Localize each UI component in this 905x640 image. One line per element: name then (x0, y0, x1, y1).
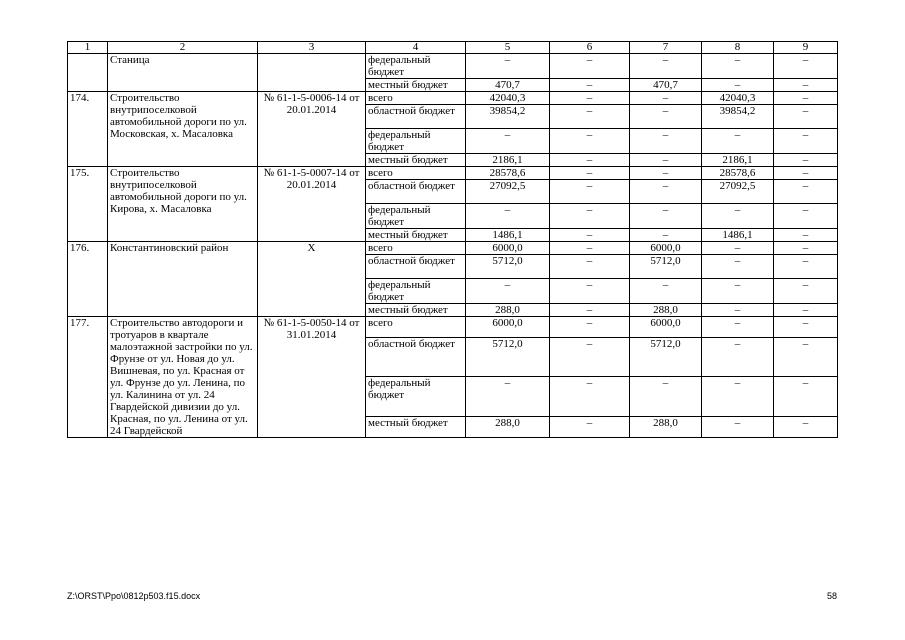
amount-cell: 27092,5 (702, 180, 774, 204)
table-body (68, 42, 838, 438)
amount-cell: – (550, 255, 630, 279)
amount-cell: – (774, 129, 838, 154)
document-cell: № 61-1-5-0006-14 от 20.01.2014 (258, 92, 366, 167)
amount-cell: – (466, 54, 550, 79)
funding-source-cell: федеральный бюджет (366, 54, 466, 79)
amount-cell: 2186,1 (466, 154, 550, 167)
funding-source-cell: федеральный бюджет (366, 204, 466, 229)
amount-cell: 6000,0 (630, 242, 702, 255)
amount-cell: – (550, 129, 630, 154)
funding-source-cell: федеральный бюджет (366, 279, 466, 304)
amount-cell: – (550, 54, 630, 79)
amount-cell: 5712,0 (466, 337, 550, 376)
amount-cell: – (630, 167, 702, 180)
amount-cell: – (774, 376, 838, 416)
amount-cell: – (774, 180, 838, 204)
amount-cell: 5712,0 (466, 255, 550, 279)
amount-cell: 28578,6 (702, 167, 774, 180)
document-cell (258, 54, 366, 92)
header-cell: 7 (630, 42, 702, 54)
table-row (68, 92, 838, 105)
header-cell: 4 (366, 42, 466, 54)
amount-cell: 288,0 (630, 304, 702, 317)
amount-cell: 6000,0 (630, 317, 702, 338)
amount-cell: – (466, 279, 550, 304)
amount-cell: 42040,3 (466, 92, 550, 105)
row-number-cell: 174. (68, 92, 108, 167)
amount-cell: – (550, 317, 630, 338)
funding-source-cell: всего (366, 167, 466, 180)
amount-cell: – (774, 154, 838, 167)
amount-cell: 470,7 (630, 79, 702, 92)
amount-cell: – (466, 204, 550, 229)
row-number-cell: 176. (68, 242, 108, 317)
amount-cell: – (774, 317, 838, 338)
amount-cell: – (702, 255, 774, 279)
amount-cell: – (550, 92, 630, 105)
amount-cell: – (774, 54, 838, 79)
header-cell: 3 (258, 42, 366, 54)
amount-cell: – (550, 376, 630, 416)
funding-source-cell: местный бюджет (366, 79, 466, 92)
amount-cell: 42040,3 (702, 92, 774, 105)
funding-source-cell: областной бюджет (366, 337, 466, 376)
amount-cell: – (774, 242, 838, 255)
amount-cell: – (774, 255, 838, 279)
amount-cell: – (774, 105, 838, 129)
amount-cell: – (466, 376, 550, 416)
amount-cell: – (466, 129, 550, 154)
amount-cell: 39854,2 (466, 105, 550, 129)
amount-cell: – (702, 317, 774, 338)
budget-table (67, 41, 838, 438)
amount-cell: – (774, 417, 838, 438)
object-name-cell: Строительство автодороги и тротуаров в квартале малоэтажной застройки по ул. Фрунзе от ул. Новая до ул. Вишневая, по ул. Красная от ул. Фрунзе до ул. Ленина, по ул. Калинина от ул. 24 Гвардейской дивизии до ул. Красная, по ул. Ленина от ул. 24 Гвардейской (108, 317, 258, 438)
amount-cell: – (774, 79, 838, 92)
amount-cell: – (774, 167, 838, 180)
amount-cell: – (550, 105, 630, 129)
amount-cell: – (630, 180, 702, 204)
table-row (68, 242, 838, 255)
amount-cell: – (550, 204, 630, 229)
funding-source-cell: местный бюджет (366, 154, 466, 167)
funding-source-cell: областной бюджет (366, 255, 466, 279)
page-number: 58 (826, 591, 837, 601)
amount-cell: – (550, 279, 630, 304)
funding-source-cell: всего (366, 242, 466, 255)
amount-cell: – (630, 54, 702, 79)
funding-source-cell: местный бюджет (366, 417, 466, 438)
amount-cell: – (630, 229, 702, 242)
amount-cell: – (550, 229, 630, 242)
amount-cell: – (702, 54, 774, 79)
amount-cell: – (774, 229, 838, 242)
amount-cell: – (550, 167, 630, 180)
amount-cell: 470,7 (466, 79, 550, 92)
amount-cell: – (630, 92, 702, 105)
amount-cell: 288,0 (466, 417, 550, 438)
amount-cell: – (630, 279, 702, 304)
funding-source-cell: местный бюджет (366, 304, 466, 317)
amount-cell: 1486,1 (702, 229, 774, 242)
document-cell: № 61-1-5-0007-14 от 20.01.2014 (258, 167, 366, 242)
amount-cell: – (774, 304, 838, 317)
amount-cell: – (774, 337, 838, 376)
amount-cell: 2186,1 (702, 154, 774, 167)
amount-cell: – (630, 376, 702, 416)
amount-cell: – (630, 204, 702, 229)
amount-cell: – (630, 129, 702, 154)
funding-source-cell: всего (366, 92, 466, 105)
amount-cell: 1486,1 (466, 229, 550, 242)
amount-cell: – (550, 417, 630, 438)
amount-cell: – (550, 79, 630, 92)
amount-cell: – (774, 204, 838, 229)
object-name-cell: Станица (108, 54, 258, 92)
object-name-cell: Строительство внутрипоселковой автомобильной дороги по ул. Кирова, х. Масаловка (108, 167, 258, 242)
amount-cell: – (702, 79, 774, 92)
amount-cell: – (550, 337, 630, 376)
amount-cell: 27092,5 (466, 180, 550, 204)
funding-source-cell: областной бюджет (366, 180, 466, 204)
table-row (68, 167, 838, 180)
header-cell: 2 (108, 42, 258, 54)
amount-cell: 288,0 (630, 417, 702, 438)
amount-cell: – (702, 242, 774, 255)
funding-source-cell: федеральный бюджет (366, 376, 466, 416)
amount-cell: – (702, 279, 774, 304)
funding-source-cell: всего (366, 317, 466, 338)
header-cell: 9 (774, 42, 838, 54)
object-name-cell: Строительство внутрипоселковой автомобильной дороги по ул. Московская, х. Масаловка (108, 92, 258, 167)
row-number-cell (68, 54, 108, 92)
amount-cell: – (702, 204, 774, 229)
amount-cell: – (702, 417, 774, 438)
header-cell: 8 (702, 42, 774, 54)
column-number-header (68, 42, 838, 54)
amount-cell: – (550, 304, 630, 317)
row-number-cell: 177. (68, 317, 108, 438)
amount-cell: – (702, 337, 774, 376)
funding-source-cell: областной бюджет (366, 105, 466, 129)
table-row (68, 54, 838, 79)
document-cell: № 61-1-5-0050-14 от 31.01.2014 (258, 317, 366, 438)
file-path: Z:\ORST\Ppo\0812p503.f15.docx (67, 591, 201, 601)
amount-cell: 28578,6 (466, 167, 550, 180)
amount-cell: 5712,0 (630, 337, 702, 376)
amount-cell: – (774, 279, 838, 304)
amount-cell: – (774, 92, 838, 105)
amount-cell: 6000,0 (466, 242, 550, 255)
amount-cell: – (630, 154, 702, 167)
amount-cell: 288,0 (466, 304, 550, 317)
amount-cell: 6000,0 (466, 317, 550, 338)
amount-cell: – (550, 154, 630, 167)
amount-cell: – (550, 242, 630, 255)
amount-cell: – (702, 304, 774, 317)
amount-cell: 5712,0 (630, 255, 702, 279)
header-cell: 6 (550, 42, 630, 54)
header-cell: 5 (466, 42, 550, 54)
amount-cell: – (630, 105, 702, 129)
funding-source-cell: местный бюджет (366, 229, 466, 242)
header-cell: 1 (68, 42, 108, 54)
funding-source-cell: федеральный бюджет (366, 129, 466, 154)
object-name-cell: Константиновский район (108, 242, 258, 317)
amount-cell: – (550, 180, 630, 204)
amount-cell: – (702, 376, 774, 416)
table-row (68, 317, 838, 338)
amount-cell: – (702, 129, 774, 154)
document-cell: X (258, 242, 366, 317)
amount-cell: 39854,2 (702, 105, 774, 129)
row-number-cell: 175. (68, 167, 108, 242)
